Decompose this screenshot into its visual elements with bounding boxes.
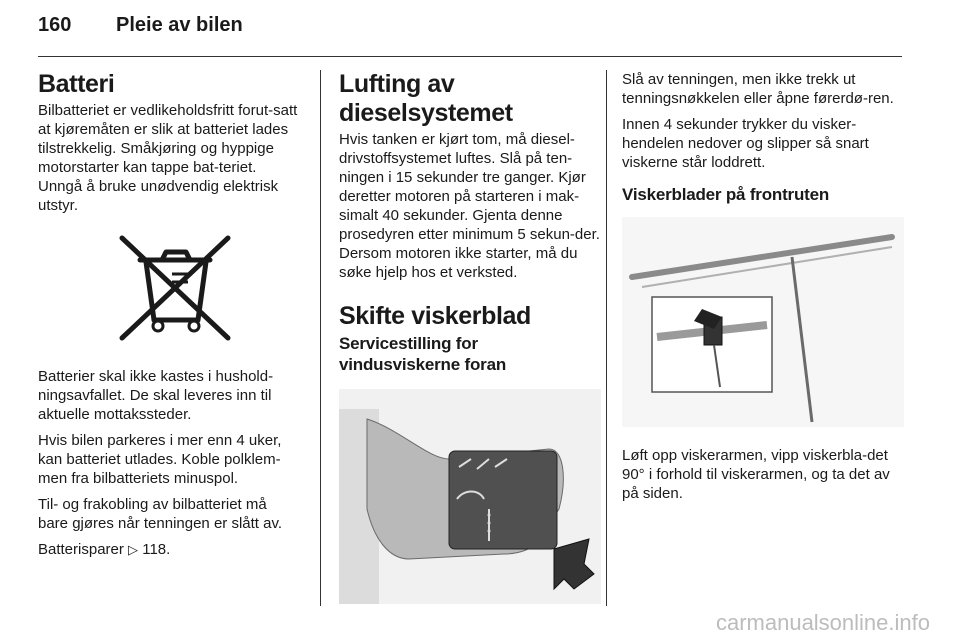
xref-page: 118. (142, 541, 171, 558)
cross-reference[interactable] (38, 540, 300, 559)
column-diesel (339, 70, 601, 609)
column-divider (320, 70, 321, 606)
paragraph: Løft opp viskerarmen, vipp viskerbla-det 90° i forhold til viskerarmen, og ta det av på siden. (622, 447, 890, 502)
page-number: 160 (38, 14, 72, 36)
page-header (38, 14, 243, 37)
subheading-windscreen-blades: Viskerblader på frontruten (622, 185, 830, 204)
header-rule (38, 56, 902, 57)
wiper-stalk-illustration (339, 389, 601, 604)
paragraph: Hvis tanken er kjørt tom, må diesel-drivstoffsystemet luftes. Slå på ten-ningen i 15 sekunder tre ganger. Kjør deretter motoren på starteren i mak-simalt 40 sekunder. Gjenta denne prosedyren etter minimum 5 sekun-der. Dersom motoren ikke starter, må du søke hjelp hos et verksted. (339, 131, 600, 281)
xref-label: Batterisparer (38, 541, 124, 558)
paragraph: Til- og frakobling av bilbatteriet må bare gjøres når tenningen er slått av. (38, 496, 283, 532)
paragraph: Bilbatteriet er vedlikeholdsfritt forut-satt at kjøremåten er slik at batteriet lades tilstrekkelig. Småkjøring og hyppige motorstarter kan tappe bat-teriet. Unngå å bruke unødvendig elektrisk utstyr. (38, 102, 298, 214)
paragraph: Hvis bilen parkeres i mer enn 4 uker, kan batteriet utlades. Koble polklem-men fra bilbatteriets minuspol. (38, 432, 282, 487)
paragraph: Innen 4 sekunder trykker du visker-hendelen nedover og slipper så snart viskerne står loddrett. (622, 116, 869, 171)
paragraph: Slå av tenningen, men ikke trekk ut tenningsnøkkelen eller åpne førerdø-ren. (622, 71, 894, 107)
section-heading-wiper: Skifte viskerblad (339, 302, 531, 330)
crossed-bin-icon (110, 230, 240, 350)
chapter-title: Pleie av bilen (116, 14, 243, 36)
section-heading-battery: Batteri (38, 70, 115, 98)
wiper-blade-illustration (622, 217, 904, 427)
column-battery (38, 70, 300, 566)
xref-arrow-icon: ▷ (128, 542, 139, 557)
column-divider (606, 70, 607, 606)
subheading-service-position: Servicestilling for vindusviskerne foran (339, 334, 507, 374)
watermark: carmanualsonline.info (715, 610, 930, 635)
section-heading-diesel: Lufting av dieselsystemet (339, 70, 513, 127)
paragraph: Batterier skal ikke kastes i hushold-ningsavfallet. De skal leveres inn til aktuelle mottakssteder. (38, 368, 274, 423)
column-wiper-blades (622, 70, 904, 510)
